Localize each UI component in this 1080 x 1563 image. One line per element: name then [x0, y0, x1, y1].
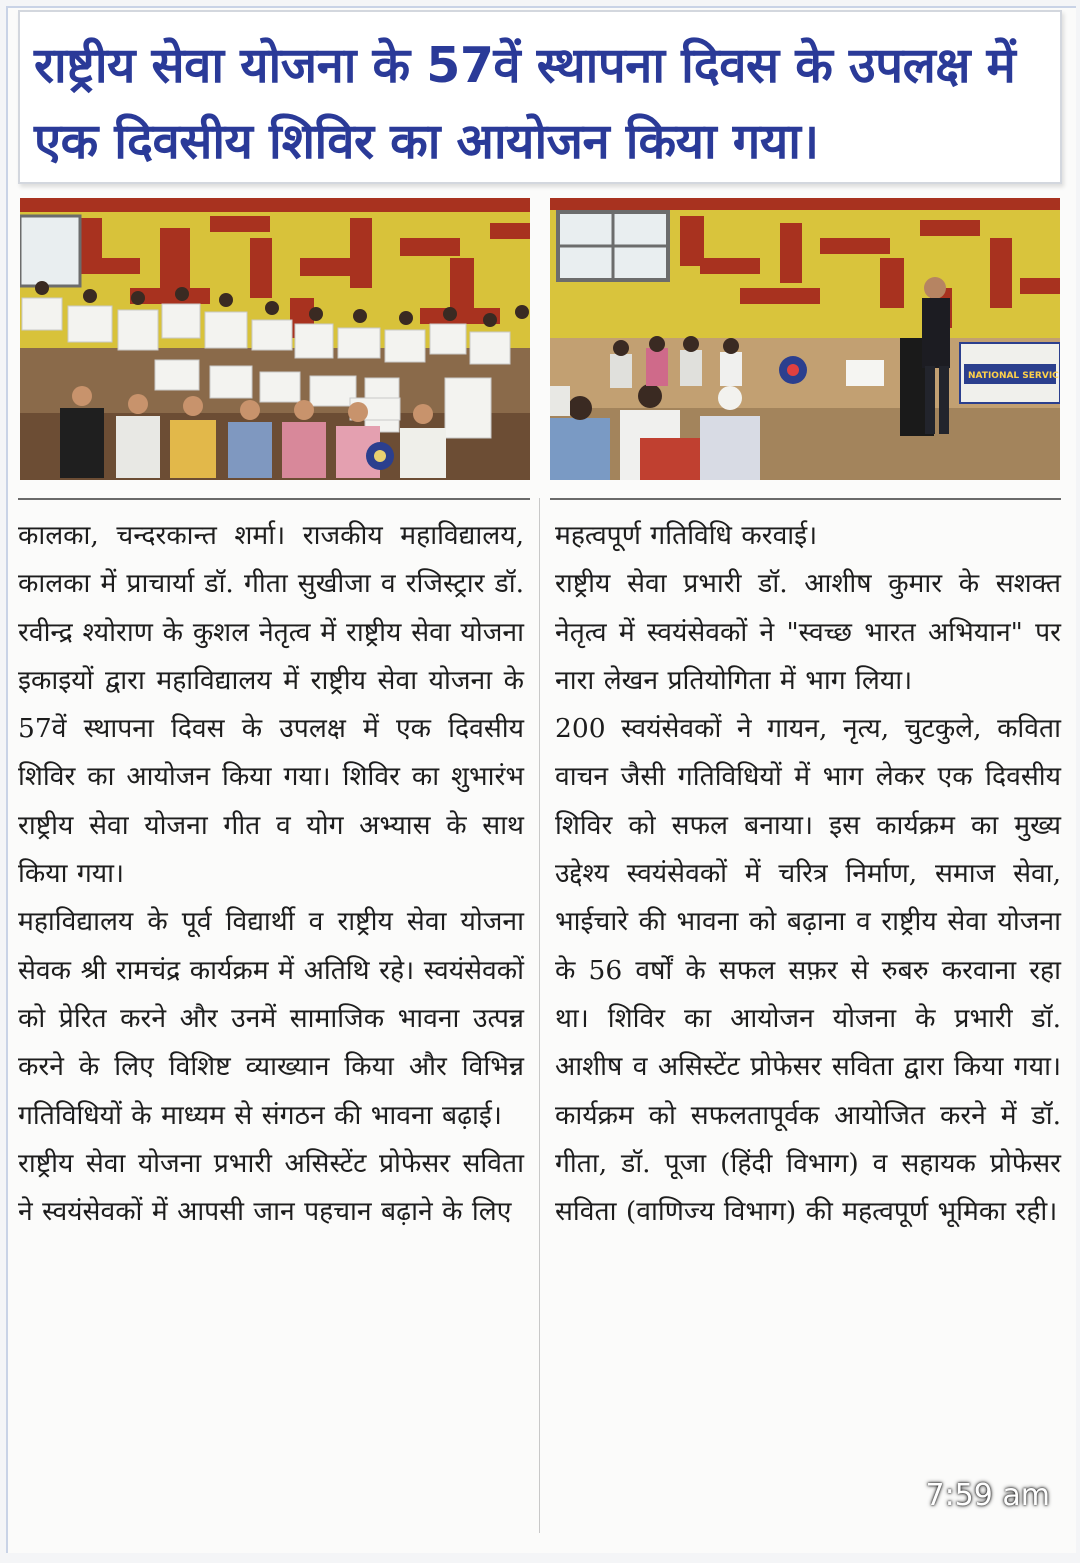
- paragraph: राष्ट्रीय सेवा योजना प्रभारी असिस्टेंट प्रोफेसर सविता ने स्वयंसेवकों में आपसी जान पहचान बढ़ाने के लिए: [18, 1147, 524, 1228]
- paragraph: राष्ट्रीय सेवा प्रभारी डॉ. आशीष कुमार के सशक्त नेतृत्व में स्वयंसेवकों ने "स्वच्छ भारत अभियान" पर नारा लेखन प्रतियोगिता में भाग लिया।: [555, 568, 1061, 696]
- headline-box: [18, 10, 1062, 184]
- article-column-right: [555, 512, 1061, 1236]
- paragraph: महाविद्यालय के पूर्व विद्यार्थी व राष्ट्रीय सेवा योजना सेवक श्री रामचंद्र कार्यक्रम में अतिथि रहे। स्वयंसेवकों को प्रेरित करने और उनमें सामाजिक भावना उत्पन्न करने के लिए विशिष्ट व्याख्यान किया और विभिन्न गतिविधियों के माध्यम से संगठन की भावना बढ़ाई।: [18, 906, 524, 1131]
- column-top-rule: [550, 498, 1061, 500]
- headline: राष्ट्रीय सेवा योजना के 57वें स्थापना दिवस के उपलक्ष में एक दिवसीय शिविर का आयोजन किया गया।: [34, 37, 1016, 170]
- timestamp: 7:59 am: [925, 1478, 1050, 1513]
- paragraph: 200 स्वयंसेवकों ने गायन, नृत्य, चुटकुले, कविता वाचन जैसी गतिविधियों में भाग लेकर एक दिवसीय शिविर को सफल बनाया। इस कार्यक्रम का मुख्य उद्देश्य स्वयंसेवकों में चरित्र निर्माण, समाज सेवा, भाईचारे की भावना को बढ़ाना व राष्ट्रीय सेवा योजना के 56 वर्षों के सफल सफ़र से रुबरु करवाना रहा था। शिविर का आयोजन योजना के प्रभारी डॉ. आशीष व असिस्टेंट प्रोफेसर सविता द्वारा किया गया। कार्यक्रम को सफलतापूर्वक आयोजित करने में डॉ. गीता, डॉ. पूजा (हिंदी विभाग) व सहायक प्रोफेसर सविता (वाणिज्य विभाग) की महत्वपूर्ण भूमिका रही।: [555, 713, 1061, 1228]
- paragraph: कालका, चन्दरकान्त शर्मा। राजकीय महाविद्यालय, कालका में प्राचार्या डॉ. गीता सुखीजा व रजिस्ट्रार डॉ. रवीन्द्र श्योराण के कुशल नेतृत्व में राष्ट्रीय सेवा योजना इकाइयों द्वारा महाविद्यालय में राष्ट्रीय सेवा योजना के 57वें स्थापना दिवस के उपलक्ष में एक दिवसीय शिविर का आयोजन किया गया। शिविर का शुभारंभ राष्ट्रीय सेवा योजना गीत व योग अभ्यास के साथ किया गया।: [18, 520, 524, 890]
- speaker-photo: [550, 198, 1060, 480]
- article-column-left: [18, 512, 524, 1236]
- group-photo: [20, 198, 530, 480]
- column-divider: [539, 498, 540, 1533]
- paragraph: महत्वपूर्ण गतिविधि करवाई।: [555, 520, 818, 551]
- column-top-rule: [18, 498, 530, 500]
- banner-text: NATIONAL SERVIC: [968, 371, 1059, 381]
